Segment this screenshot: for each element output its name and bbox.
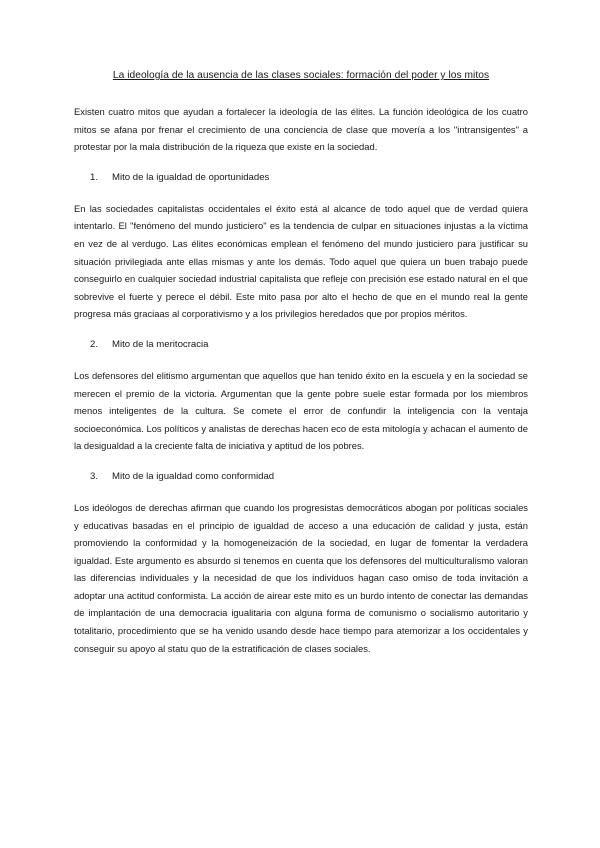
section-heading-3 — [74, 470, 528, 484]
section-title-3: Mito de la igualdad como conformidad — [112, 470, 275, 482]
section-paragraph-2: Los defensores del elitismo argumentan que aquellos que han tenido éxito en la escuela y en la sociedad se merecen el premio de la victoria. Argumentan que la gente pobre suele estar formada por los miembros menos inteligentes de la cultura. Se comete el error de confundir la inteligencia con la ventaja socioeconómica. Los políticos y analistas de derechas hacen eco de esta mitología y achacan el aumento de la desigualdad a la creciente falta de iniciativa y aptitud de los pobres. — [74, 369, 528, 452]
section-number-2: 2. — [90, 338, 99, 350]
section-paragraph-1: En las sociedades capitalistas occidentales el éxito está al alcance de todo aquel que de verdad quiera intentarlo. El "fenómeno del mundo justiciero" es la tendencia de culpar en situaciones injustas a la víctima en vez de al verdugo. Las élites económicas emplean el fenómeno del mundo justiciero para justificar su situación privilegiada ante ellas mismas y ante los demás. Todo aquel que quiera un buen trabajo puede conseguirlo en cualquier sociedad industrial capitalista que refleje con precisión ese estado natural en el que sobrevive el fuerte y perece el débil. Este mito pasa por alto el hecho de que en el mundo real la gente progresa más graciaas al corporativismo y a los privilegios heredados que por propios méritos. — [74, 202, 528, 320]
document-body — [74, 70, 528, 672]
section-title-2: Mito de la meritocracia — [112, 338, 209, 350]
section-number-3: 3. — [90, 470, 99, 482]
section-paragraph-3: Los ideólogos de derechas afirman que cuando los progresistas democráticos abogan por políticas sociales y educativas basadas en el principio de igualdad de acceso a una educación de calidad y justa, están promoviendo la conformidad y la homogeneización de la sociedad, en lugar de fomentar la verdadera igualdad. Este argumento es absurdo si tenemos en cuenta que los defensores del multiculturalismo valoran las diferencias individuales y la necesidad de que los individuos hagan caso omiso de toda invitación a adoptar una actitud conformista. La acción de airear este mito es un burdo intento de conectar las demandas de implantación de una democracia igualitaria con alguna forma de comunismo o socialismo autoritario y totalitario, procedimiento que se ha venido usando desde hace tiempo para atemorizar a los occidentales y conseguir su apoyo al statu quo de la estratificación de clases sociales. — [74, 501, 528, 654]
intro-paragraph: Existen cuatro mitos que ayudan a fortalecer la ideología de las élites. La función ideológica de los cuatro mitos se afana por frenar el crecimiento de una conciencia de clase que movería a los "intransigentes" a protestar por la mala distribución de la riqueza que existe en la sociedad. — [74, 106, 528, 153]
section-title-1: Mito de la igualdad de oportunidades — [112, 171, 270, 183]
section-heading-2 — [74, 338, 528, 352]
section-number-1: 1. — [90, 171, 99, 183]
document-title: La ideología de la ausencia de las clases sociales: formación del poder y los mitos — [112, 70, 490, 81]
section-heading-1 — [74, 171, 528, 185]
